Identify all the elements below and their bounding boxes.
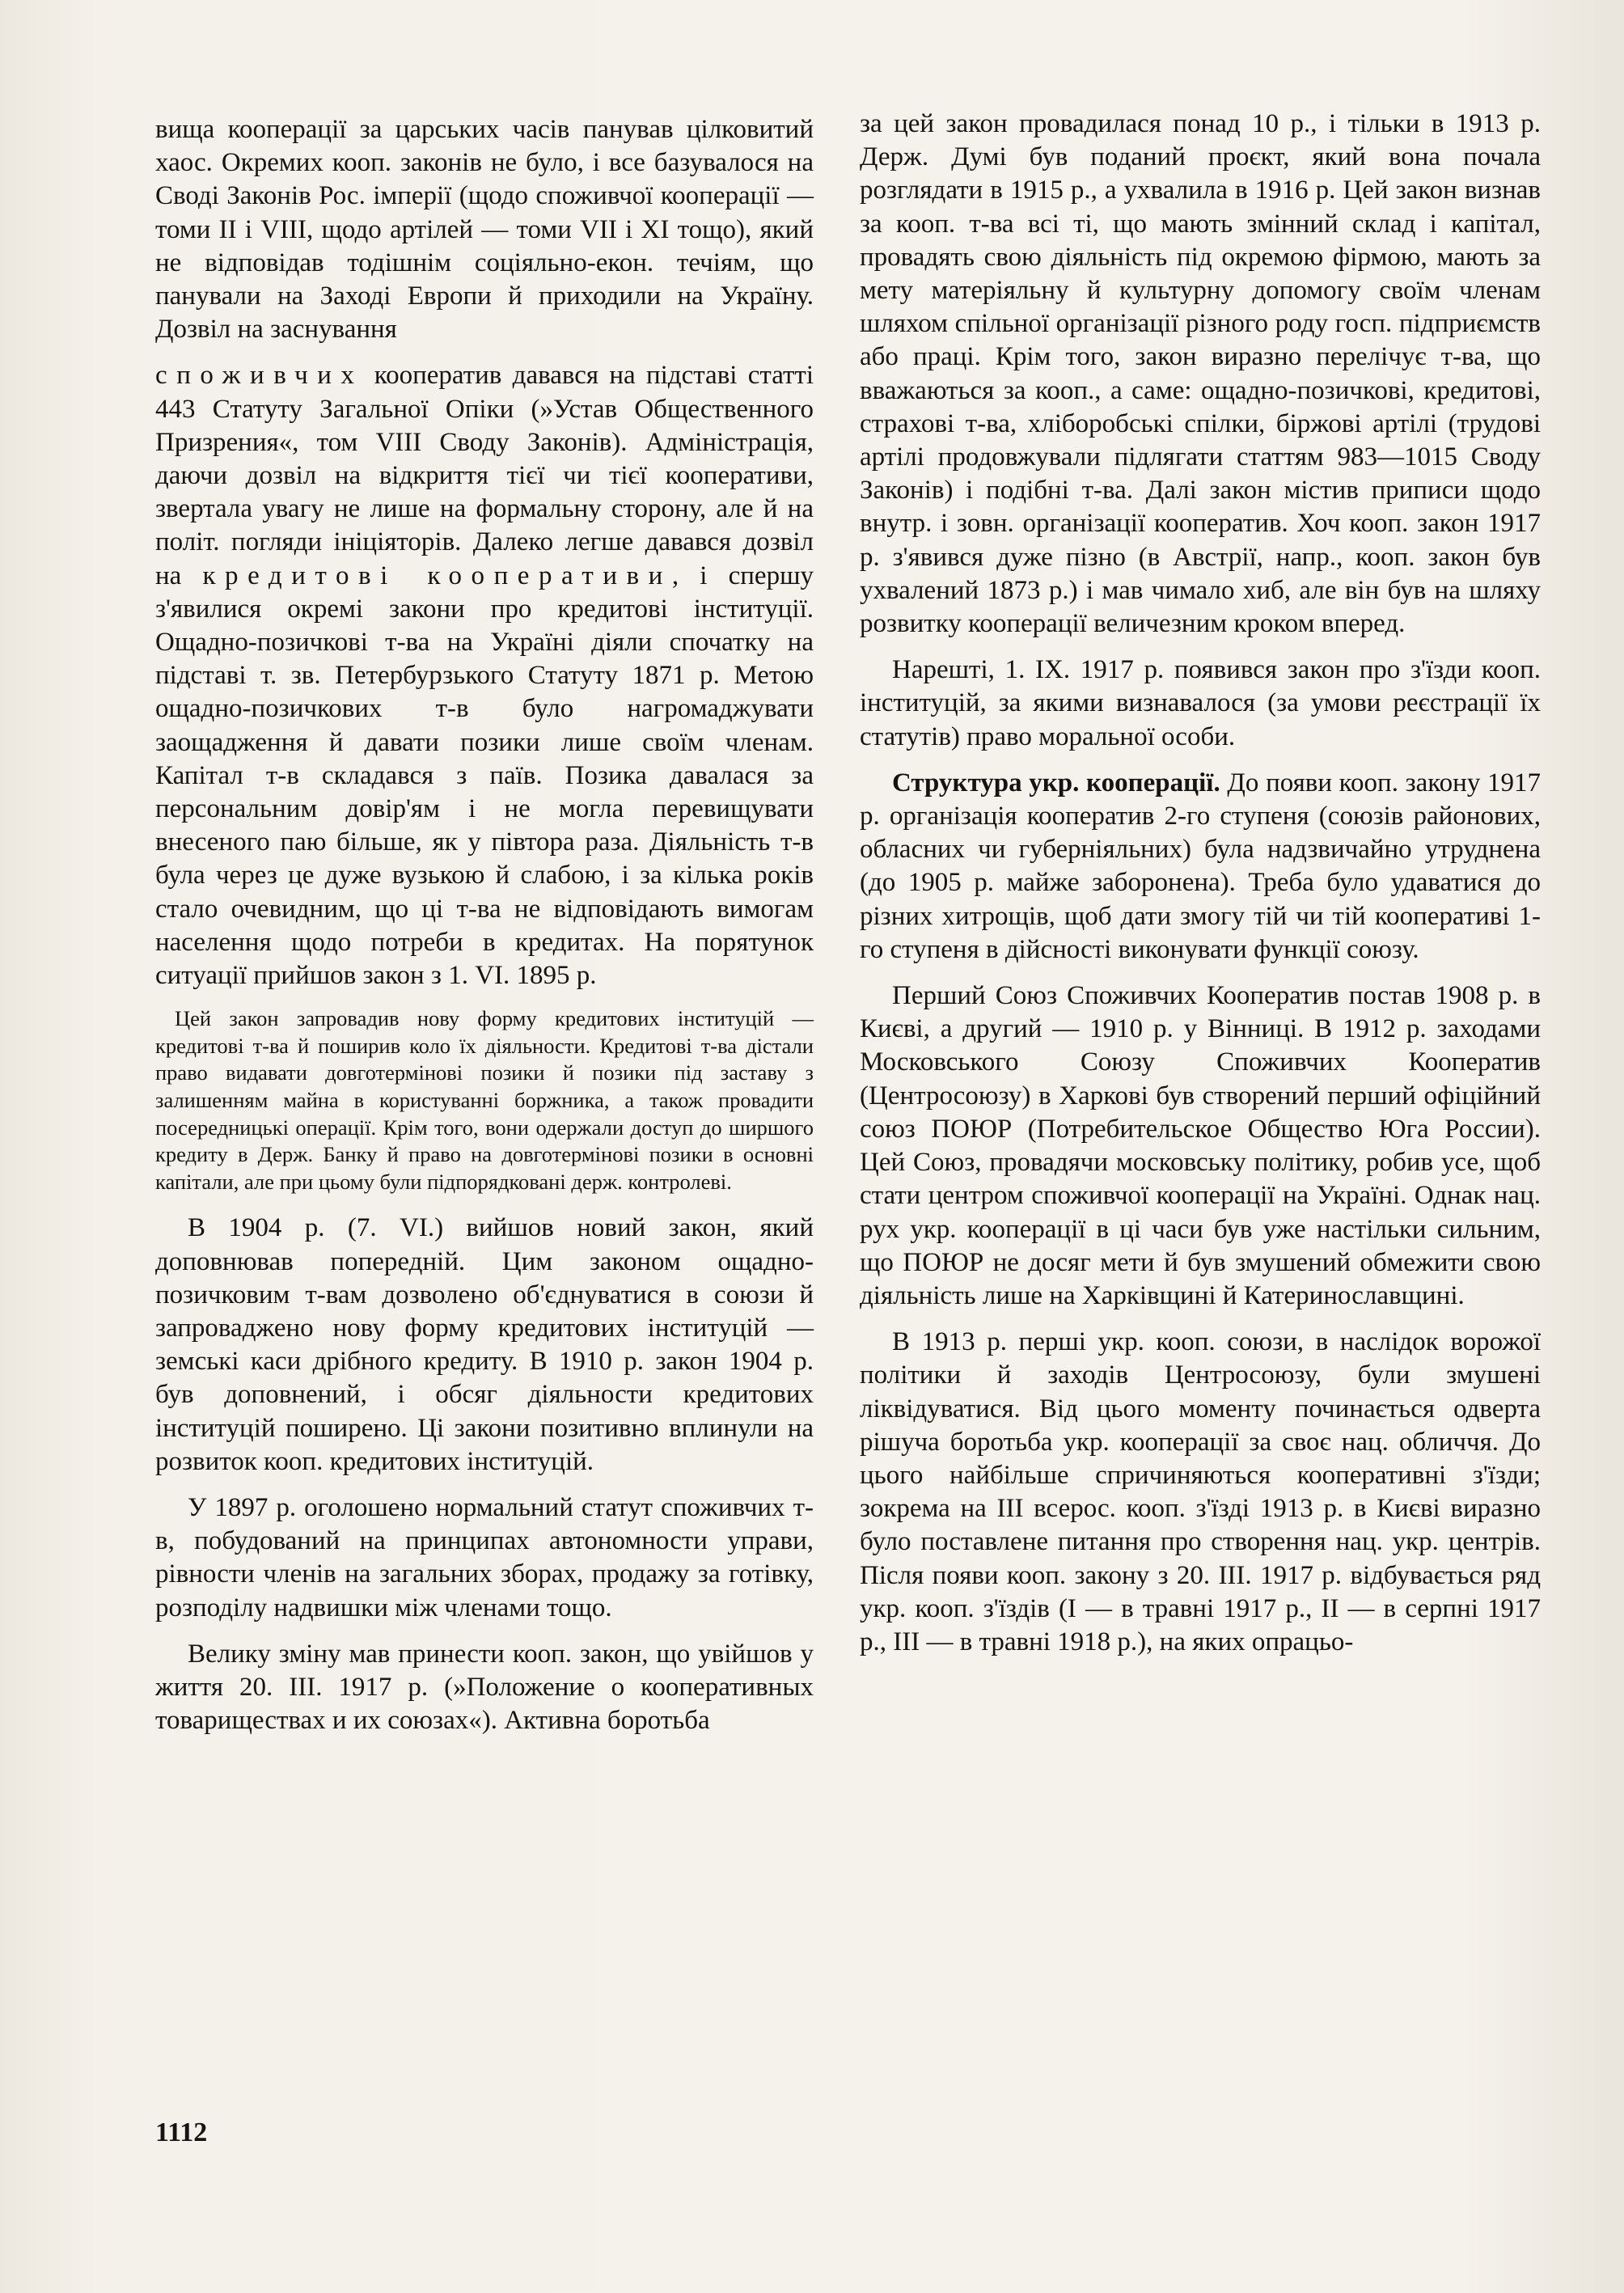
small-print-paragraph: Цей закон запровадив нову форму кредитових інституцій — кредитові т-ва й поширив коло їх діяльности. Кредитові т-ва дістали право видавати довготермінові позики й позики під заставу з залишенням майна в користуванні боржника, а також провадити посередницькі операції. Крім того, вони одержали доступ до ширшого кредиту в Держ. Банку й право на довготермінові позики в основні капітали, але при цьому були підпорядковані держ. контролеві. <box>155 1006 814 1194</box>
paragraph-left-4: В 1904 р. (7. VI.) вийшов новий закон, який доповнював попередній. Цим законом ощадно-позичковим т-вам дозволено об'єднуватися в союзи й запроваджено нову форму кредитових інституцій — земські каси дрібного кредиту. В 1910 р. закон 1904 р. був доповнений, і обсяг діяльности кредитових інституцій поширено. Ці закони позитивно вплинули на розвиток кооп. кредитових інституцій. <box>155 1213 814 1476</box>
paragraph-right-3 <box>860 767 1541 967</box>
paragraph-left-1: вища кооперації за царських часів панував цілковитий хаос. Окремих кооп. законів не було, і все базувалося на Своді Законів Рос. імперії (щодо споживчої кооперації — томи II і VIII, щодо артілей — томи VII і XI тощо), який не відповідав тодішнім соціяльно-екон. течіям, що панували на Заході Европи й приходили на Україну. Дозвіл на заснування <box>155 115 814 345</box>
paragraph-left-6: Велику зміну мав принести кооп. закон, що увійшов у життя 20. III. 1917 р. (»Положение о кооперативных товариществах и их союзах«). Активна боротьба <box>155 1639 814 1736</box>
paragraph-right-2: Нарешті, 1. IX. 1917 р. появився закон про з'їзди кооп. інституцій, за якими визнавалося (за умови реєстрації їх статутів) право моральної особи. <box>860 655 1541 751</box>
page-number: 1112 <box>155 2117 208 2147</box>
section-heading: Структура укр. кооперації. <box>892 768 1220 797</box>
left-column <box>155 113 814 1750</box>
paragraph-left-5: У 1897 р. оголошено нормальний статут споживчих т-в, побудований на принципах автономности управи, рівности членів на загальних зборах, продажу за готівку, розподілу надвишки між членами тощо. <box>155 1493 814 1622</box>
right-column <box>860 108 1541 1672</box>
spaced-term: кредитові кооперативи <box>202 561 672 590</box>
paragraph-text: До появи кооп. закону 1917 р. організація кооператив 2-го ступеня (союзів районових, обласних чи губерніяльних) була надзвичайно утруднена (до 1905 р. майже заборонена). Треба було удаватися до різних хитрощів, щоб дати змогу тій чи тій кооперативі 1-го ступеня в дійсності виконувати функції союзу. <box>860 768 1541 964</box>
paragraph-right-5: В 1913 р. перші укр. кооп. союзи, в наслідок ворожої політики й заходів Центросоюзу, були змушені ліквідуватися. Від цього моменту починається одверта рішуча боротьба укр. кооперації за своє нац. обличчя. До цього найбільше спричиняються кооперативні з'їзди; зокрема на III всерос. кооп. з'їзді 1913 р. в Києві виразно було поставлене питання про створення нац. укр. центрів. Після появи кооп. закону з 20. III. 1917 р. відбувається ряд укр. кооп. з'їздів (I — в травні 1917 р., II — в серпні 1917 р., III — в травні 1918 р.), на яких опрацьо- <box>860 1327 1541 1656</box>
paragraph-right-4: Перший Союз Споживчих Кооператив постав 1908 р. в Києві, а другий — 1910 р. у Вінниці. В 1912 р. заходами Московського Союзу Споживчих Кооператив (Центросоюзу) в Харкові був створений перший офіційний союз ПОЮР (Потребительское Общество Юга России). Цей Союз, провадячи московську політику, робив усе, щоб стати центром споживчої кооперації на Україні. Однак нац. рух укр. кооперації в ці часи був уже настільки сильним, що ПОЮР не досяг мети й був змушений обмежити свою діяльність лише на Харківщині й Катеринославщині. <box>860 981 1541 1310</box>
paragraph-text: , і спершу з'явилися окремі закони про кредитові інституції. Ощадно-позичкові т-ва на Україні діяли спочатку на підставі т. зв. Петербурзького Статуту 1871 р. Метою ощадно-позичкових т-в було нагромаджувати заощадження й давати позики лише своїм членам. Капітал т-в складався з паїв. Позика давалася за персональним довір'ям і не могла перевищувати внесеного паю більше, як у півтора раза. Діяльність т-в була через це дуже вузькою й слабою, і за кілька років стало очевидним, що ці т-ва не відповідають вимогам населення щодо потреби в кредитах. На порятунок ситуації прийшов закон з 1. VI. 1895 р. <box>155 561 814 991</box>
paragraph-left-2 <box>155 359 814 992</box>
paragraph-right-1: за цей закон провадилася понад 10 р., і тільки в 1913 р. Держ. Думі був поданий проєкт, який вона почала розглядати в 1915 р., а ухвалила в 1916 р. Цей закон визнав за кооп. т-ва всі ті, що мають змінний склад і капітал, провадять свою діяльність під окремою фірмою, мають за мету матеріяльну й культурну допомогу своїм членам шляхом спільної організації різного роду госп. підприємств або праці. Крім того, закон виразно перелічує т-ва, що вважаються за кооп., а саме: ощадно-позичкові, кредитові, страхові т-ва, хліборобські спілки, біржові артілі (трудові артілі продовжували підлягати статтям 983—1015 Своду Законів) і подібні т-ва. Далі закон містив приписи щодо внутр. і зовн. організації кооператив. Хоч кооп. закон 1917 р. з'явився дуже пізно (в Австрії, напр., кооп. закон був ухвалений 1873 р.) і мав чимало хиб, але він був на шляху розвитку кооперації величезним кроком вперед. <box>860 109 1541 639</box>
paragraph-text: кооператив давався на підставі статті 443 Статуту Загальної Опіки (»Устав Общественного Призрения«, том VIII Своду Законів). Адміністрація, даючи дозвіл на відкриття тієї чи тієї кооперативи, звертала увагу не лише на формальну сторону, але й на політ. погляди ініціяторів. Далеко легше давався дозвіл на <box>155 361 814 590</box>
spaced-term: споживчих <box>155 361 364 391</box>
